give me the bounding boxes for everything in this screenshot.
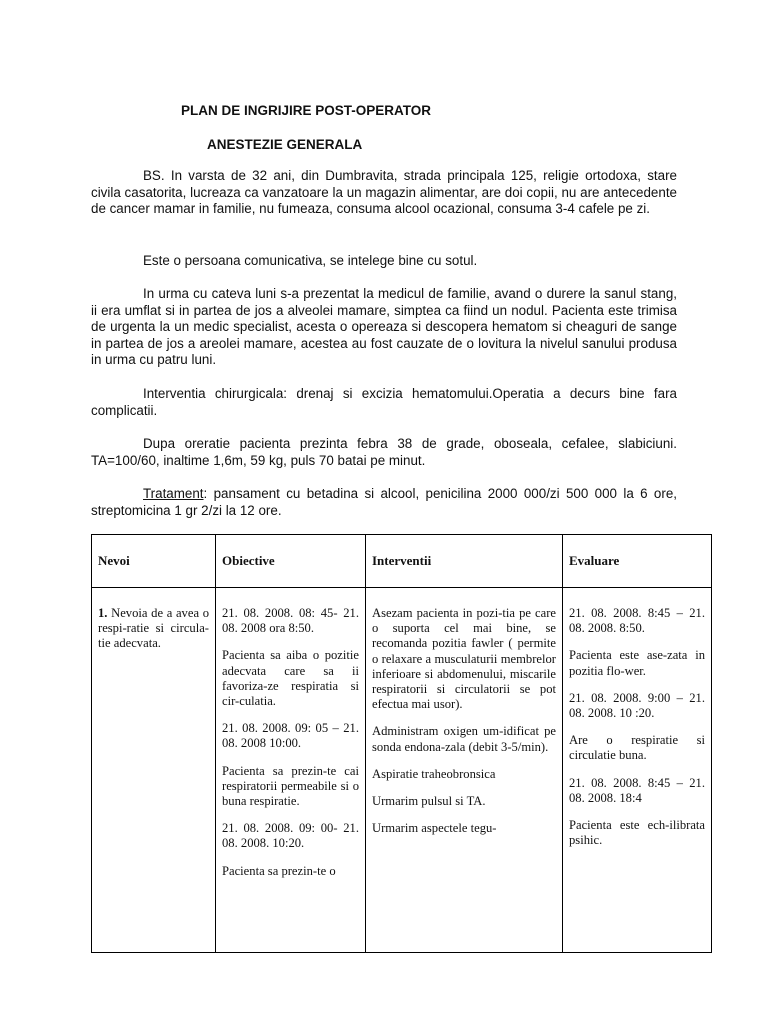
document-subtitle: ANESTEZIE GENERALA [207,137,363,152]
treatment-label: Tratament [143,486,204,501]
interventii-item: Administram oxigen um-idificat pe sonda endona-zala (debit 3-5/min). [372,724,556,754]
obiective-item: Pacienta sa prezin-te o [222,863,336,878]
document-title: PLAN DE INGRIJIRE POST-OPERATOR [181,103,432,118]
paragraph-patient-info: BS. In varsta de 32 ani, din Dumbravita, strada principala 125, religie ortodoxa, stare civila casatorita, lucreaza ca vanzatoare la un magazin alimentar, are doi copii, nu are antecedente de cancer mamar in familie, nu fumeaza, consuma alcool ocazional, consuma 3-4 cafele pe zi. [91,168,677,217]
obiective-item: 21. 08. 2008. 08: 45- 21. 08. 2008 ora 8:50. [222,606,359,636]
evaluare-item: Pacienta este ech-ilibrata psihic. [569,818,705,848]
evaluare-item: Are o respiratie si circulatie buna. [569,733,705,763]
paragraph-history: In urma cu cateva luni s-a prezentat la medicul de familie, avand o durere la sanul stang, ii era umflat si in partea de jos a alveolei mamare, simptea ca fiind un nodul. Pacienta este trimisa de urgenta la un medic specialist, acesta o opereaza si descopera hematom si cheaguri de sange in partea de jos a areolei mamare, acestea au fost cauzate de o lovitura la nivelul sanului produsa in urma cu patru luni. [91,286,677,368]
cell-evaluare [563,588,712,953]
evaluare-item: 21. 08. 2008. 9:00 – 21. 08. 2008. 10 :20. [569,690,705,721]
evaluare-item: 21. 08. 2008. 8:45 – 21. 08. 2008. 18:4 [569,775,705,805]
header-interventii: Interventii [366,535,563,588]
interventii-item: Aspiratie traheobronsica [372,766,496,781]
treatment-text: : pansament cu betadina si alcool, penicilina 2000 000/zi 500 000 la 6 ore, streptomicina 1 gr 2/zi la 12 ore. [91,486,677,518]
obiective-item: 21. 08. 2008. 09: 05 – 21. 08. 2008 10:00. [222,721,359,751]
need-number: 1. [98,606,108,620]
evaluare-item: Pacienta este ase-zata in pozitia flo-wer. [569,648,705,678]
table-header-row [92,535,712,588]
header-obiective: Obiective [216,535,366,588]
header-evaluare: Evaluare [563,535,712,588]
paragraph-postop: Dupa oreratie pacienta prezinta febra 38 de grade, oboseala, cefalee, slabiciuni. TA=100/60, inaltime 1,6m, 59 kg, puls 70 batai pe minut. [91,436,677,468]
obiective-item: 21. 08. 2008. 09: 00- 21. 08. 2008. 10:20. [222,821,359,851]
interventii-item: Asezam pacienta in pozi-tia pe care o suporta cel mai bine, se recomanda pozitia fawler ( permite o relaxare a musculaturii membrelor inferioare si abdomenului, miscarile respiratorii si circulatorii se pot efectua mai usor). [372,606,556,712]
paragraph-personality: Este o persoana comunicativa, se intelege bine cu sotul. [143,253,478,268]
evaluare-item: 21. 08. 2008. 8:45 – 21. 08. 2008. 8:50. [569,606,705,636]
header-nevoi: Nevoi [92,535,216,588]
paragraph-surgery: Interventia chirurgicala: drenaj si excizia hematomului.Operatia a decurs bine fara complicatii. [91,386,677,418]
table-row [92,588,712,953]
paragraph-treatment [91,486,677,519]
care-plan-table [91,534,712,953]
cell-interventii [366,588,563,953]
interventii-item: Urmarim aspectele tegu- [372,821,497,836]
interventii-item: Urmarim pulsul si TA. [372,794,486,809]
cell-obiective [216,588,366,953]
obiective-item: Pacienta sa prezin-te cai respiratorii permeabile si o buna respiratie. [222,763,359,809]
need-text: Nevoia de a avea o respi-ratie si circula-tie adecvata. [98,606,209,651]
cell-nevoi [92,588,216,953]
obiective-item: Pacienta sa aiba o pozitie adecvata care sa ii favoriza-ze respiratia si cir-culatia. [222,648,359,709]
